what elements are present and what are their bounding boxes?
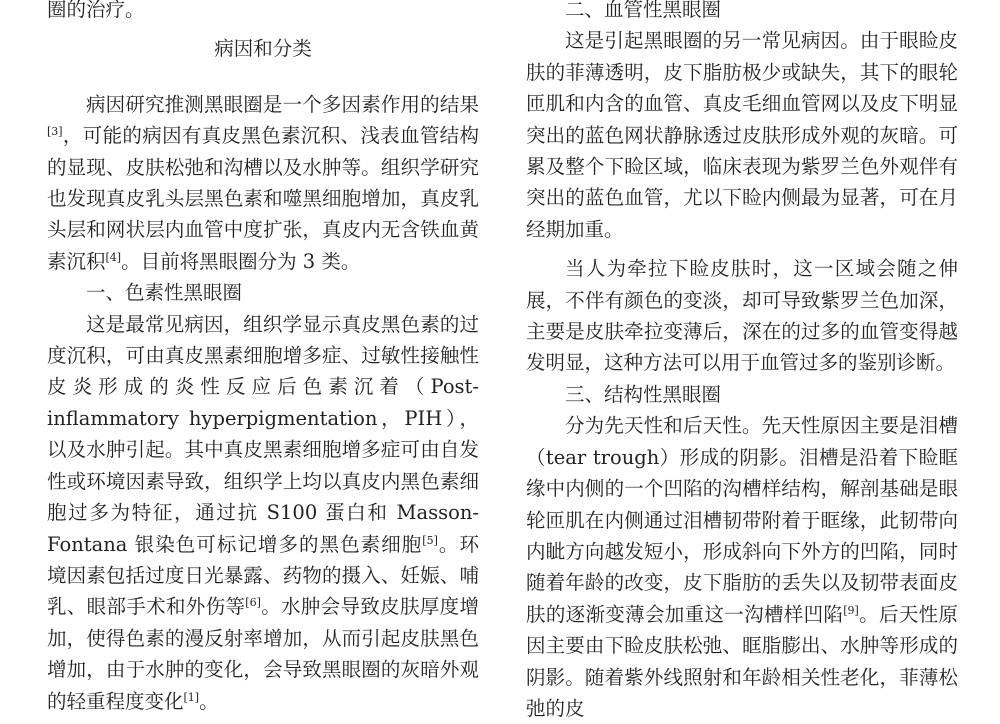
paragraph-structural xyxy=(526,410,958,724)
paragraph-pigmented xyxy=(47,309,479,717)
subsection-title-vascular: 二、血管性黑眼圈 xyxy=(565,0,722,21)
text-span: 。 xyxy=(199,689,219,713)
text-span: ，可能的病因有真皮黑色素沉积、浅表血管结构的显现、皮肤松弛和沟槽以及水肿等。组织学研究也发现真皮乳头层黑色素和噬黑细胞增加，真皮乳头层和网状层内血管中度扩张，真皮内无含铁血黄素沉积 xyxy=(47,124,479,273)
citation[interactable]: [4] xyxy=(105,250,122,264)
subsection-title-structural: 三、结构性黑眼圈 xyxy=(565,382,722,406)
citation[interactable]: [6] xyxy=(245,596,261,610)
subsection-title-pigmented: 一、色素性黑眼圈 xyxy=(86,281,243,305)
text-span: 病因研究推测黑眼圈是一个多因素作用的结果 xyxy=(86,92,479,116)
citation[interactable]: [5] xyxy=(422,533,438,547)
citation[interactable]: [9] xyxy=(843,603,859,617)
citation[interactable]: [1] xyxy=(183,690,200,704)
left-column xyxy=(47,0,479,717)
text-span: 。后天性原因主要由下睑皮肤松弛、眶脂膨出、水肿等形成的阴影。随着紫外线照射和年龄相关性老化，菲薄松弛的皮 xyxy=(526,602,958,720)
paragraph-etiology xyxy=(47,89,479,277)
paragraph-stretch-test: 当人为牵拉下睑皮肤时，这一区域会随之伸展，不伴有颜色的变淡，却可导致紫罗兰色加深，主要是皮肤牵拉变薄后，深在的过多的血管变得越发明显，这种方法可以用于血管过多的鉴别诊断。 xyxy=(526,257,958,375)
paragraph-vascular: 这是引起黑眼圈的另一常见病因。由于眼睑皮肤的菲薄透明，皮下脂肪极少或缺失，其下的眼轮匝肌和内含的血管、真皮毛细血管网以及皮下明显突出的蓝色网状静脉透过皮肤形成外观的灰暗。可累及整个下睑区域，临床表现为紫罗兰色外观伴有突出的蓝色血管，尤以下睑内侧最为显著，可在月经期加重。 xyxy=(526,29,958,241)
section-title: 病因和分类 xyxy=(214,37,312,61)
text-span: 。目前将黑眼圈分为 3 类。 xyxy=(121,249,361,273)
citation[interactable]: [3] xyxy=(47,125,63,139)
text-span: 这是最常见病因，组织学显示真皮黑色素的过度沉积，可由真皮黑素细胞增多症、过敏性接触性皮炎形成的炎性反应后色素沉着（Post-inflammatory hyperpigmentation，PIH），以及水肿引起。其中真皮黑素细胞增多症可由自发性或环境因素导致，组织学上均以真皮内黑色素细胞过多为特征，通过抗 S100 蛋白和 Masson-Fontana 银染色可标记增多的黑色素细胞 xyxy=(47,312,479,556)
text-span: 。水肿会导致皮肤厚度增加，使得色素的漫反射率增加，从而引起皮肤黑色增加，由于水肿的变化，会导致黑眼圈的灰暗外观的轻重程度变化 xyxy=(47,595,479,713)
text-span: 分为先天性和后天性。先天性原因主要是泪槽（tear trough）形成的阴影。泪槽是沿着下睑眶缘中内侧的一个凹陷的沟槽样结构，解剖基础是眼轮匝肌在内侧通过泪槽韧带附着于眶缘，此韧带向内眦方向越发短小，形成斜向下外方的凹陷，同时随着年龄的改变，皮下脂肪的丢失以及韧带表面皮肤的逐渐变薄会加重这一沟槽样凹陷 xyxy=(526,414,958,626)
right-column xyxy=(526,0,958,724)
top-fragment: 圈的治疗。 xyxy=(47,0,145,21)
text-span: 。环境因素包括过度日光暴露、药物的摄入、妊娠、哺乳、眼部手术和外伤等 xyxy=(47,532,479,619)
